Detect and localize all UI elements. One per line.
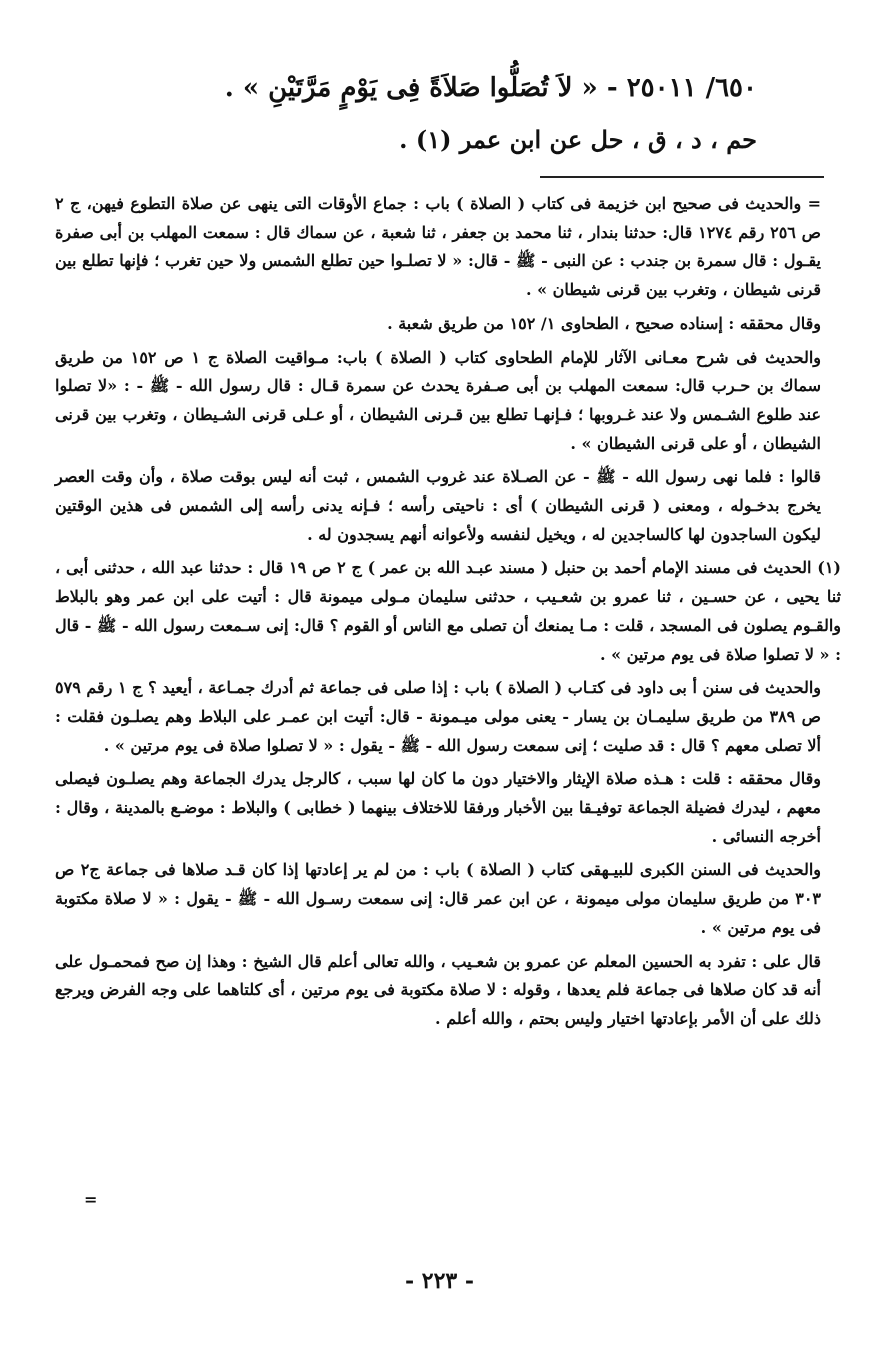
hadith-sources: حم ، د ، ق ، حل عن ابن عمر (١) .	[399, 125, 757, 154]
note-paragraph: والحديث فى سنن أ بى داود فى كتـاب ( الصلاة ) باب : إذا صلى فى جماعة ثم أدرك جمـاعة ، أيعيد ؟ ج ١ رقم ٥٧٩ ص ٣٨٩ من طريق سليمـان بن يسار - يعنى مولى ميـمونة - قال: أتيت ابن عمـر على البلاط وهم يصلـون فقلت : ألا تصلى معهم ؟ قال : قد صليت ؛ إنى سمعت رسول الله - ﷺ - يقول : « لا تصلوا صلاة فى يوم مرتين » .	[55, 678, 821, 755]
note-paragraph: قالوا : فلما نهى رسول الله - ﷺ - عن الصـلاة عند غروب الشمس ، ثبت أنه ليس بوقت صلاة ، وأن وقت العصر يخرج بدخـوله ، ومعنى ( قرنى الشيطان ) أى : ناحيتى رأسه ؛ فـإنه يدنى رأسه إلى الشمس فى هذين الوقتين ليكون الساجدون لها كالساجدين له ، ويخيل لنفسه ولأعوانه أنهم يسجدون له .	[55, 467, 821, 544]
note-paragraph: وقال محققه : قلت : هـذه صلاة الإيثار والاختيار دون ما كان لها سبب ، كالرجل يدرك الجماعة وهم يصلـون فيصلى معهم ، ليدرك فضيلة الجماعة توفيـقا بين الأخبار ورفقا للاختلاف بينهما ( خطابى ) والبلاط : موضـع بالمدينة ، وقال : أخرجه النسائى .	[55, 769, 822, 846]
note-paragraph: والحديث فى شرح معـانى الآثار للإمام الطحاوى كتاب ( الصلاة ) باب: مـواقيت الصلاة ج ١ ص ١٥٢ من طريق سماك بن حـرب قال: سمعت المهلب بن أبى صـفرة يحدث عن سمرة قـال : قال رسول الله - ﷺ - : «لا تصلوا عند طلوع الشـمس ولا عند غـروبها ؛ فـإنهـا تطلع بين قـرنى الشيطان ، أو عـلى قرنى الشـيطان ، وتغرب بين قرنى الشيطان ، أو على قرنى الشيطان » .	[55, 347, 822, 453]
note-paragraph: قال على : تفرد به الحسين المعلم عن عمرو بن شعـيب ، والله تعالى أعلم قال الشيخ : وهذا إن صح فمحمـول على أنه قد كان صلاها فى جماعة فلم يعدها ، وقوله : لا صلاة مكتوبة فى يوم مرتين ، أى كلتاهما على وجه الفرض ويرجع ذلك على أن الأمر بإعادتها اختيار وليس بحتم ، والله أعلم .	[55, 951, 821, 1028]
note-paragraph: = والحديث فى صحيح ابن خزيمة فى كتاب ( الصلاة ) باب : جماع الأوقات التى ينهى عن صلاة التطوع فيهن، ج ٢ ص ٢٥٦ رقم ١٢٧٤ قال: حدثنا بندار ، ثنا محمد بن جعفر ، ثنا شعبة ، عن سماك قال : سمعت المهلب بن أبى صفرة يقـول : قال سمرة بن جندب : عن النبى - ﷺ - قال: « لا تصلـوا حين تطلع الشمس ولا حين تغرب ؛ فإنها تطلع بين قرنى شيطان ، وتغرب بين قرنى شيطان » .	[55, 194, 822, 300]
footnote-separator-rule	[540, 176, 824, 178]
continuation-mark: =	[84, 1190, 98, 1209]
page-number: - ٢٢٣ -	[404, 1268, 475, 1294]
footnote-1: (١) الحديث فى مسند الإمام أحمد بن حنبل ( مسند عبـد الله بن عمر ) ج ٢ ص ١٩ قال : حدثنا عبد الله ، حدثنى أبى ، ثنا يحيى ، عن حسـين ، ثنا عمرو بن شعـيب ، حدثنى سليمان مـولى ميمونة قال : أتيت على ابن عمر وهو بالبلاط والقـوم يصلون فى المسجد ، قلت : مـا يمنعك أن تصلى مع الناس أو القوم ؟ قال: إنى سـمعت رسول الله - ﷺ - قال : « لا تصلوا صلاة فى يوم مرتين » .	[55, 558, 841, 664]
footnotes-section	[55, 190, 841, 1039]
note-paragraph: وقال محققه : إسناده صحيح ، الطحاوى ١/ ١٥٢ من طريق شعبة .	[387, 313, 821, 333]
hadith-heading: ٦٥٠/ ٢٥٠١١ - « لاَ تُصَلُّوا صَلاَةً فِى يَوْمٍ مَرَّتَيْنِ » .	[224, 73, 757, 103]
note-paragraph: والحديث فى السنن الكبرى للبيـهقى كتاب ( الصلاة ) باب : من لم ير إعادتها إذا كان قـد صلاها فى جماعة ج٢ ص ٣٠٣ من طريق سليمان مولى ميمونة ، عن ابن عمر قال: إنى سمعت رسـول الله - ﷺ - يقول : « لا صلاة مكتوبة فى يوم مرتين » .	[55, 860, 821, 937]
